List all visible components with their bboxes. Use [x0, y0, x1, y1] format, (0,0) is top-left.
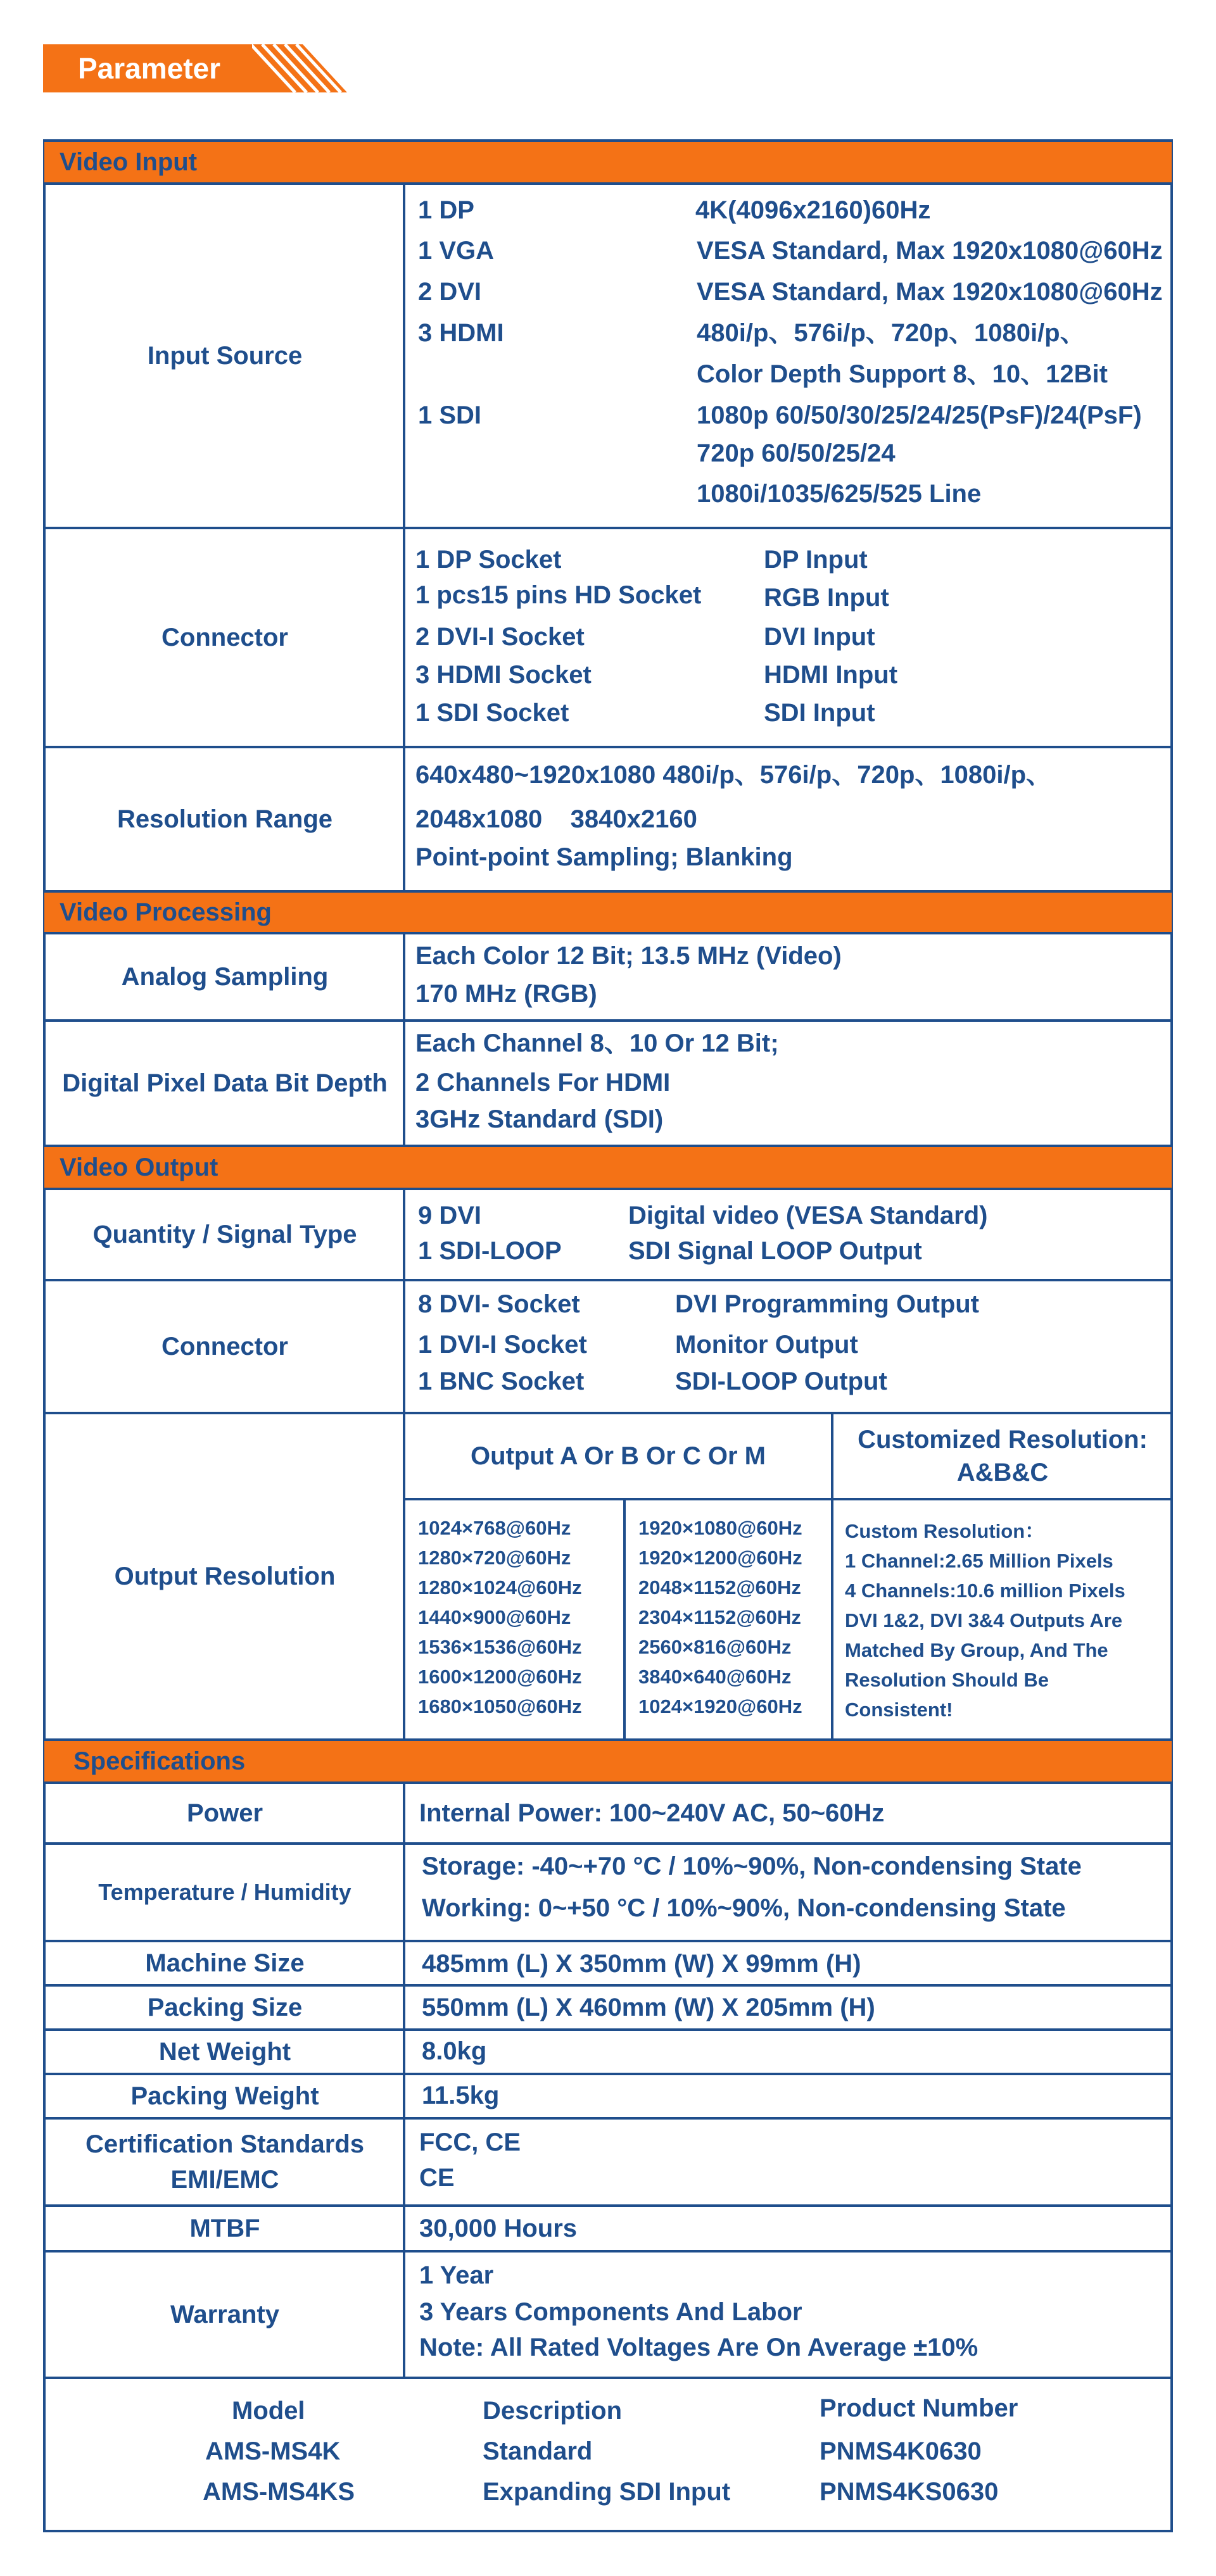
packing-weight-value: 11.5kg: [422, 2082, 500, 2109]
analog-line: 170 MHz (RGB): [415, 980, 597, 1008]
label-quantity-signal: Quantity / Signal Type: [92, 1221, 357, 1248]
model-pn: PNMS4K0630: [820, 2437, 982, 2465]
power-value: Internal Power: 100~240V AC, 50~60Hz: [419, 1799, 885, 1827]
machine-size-value: 485mm (L) X 350mm (W) X 99mm (H): [422, 1950, 861, 1978]
res-item: 1280×1024@60Hz: [418, 1576, 582, 1599]
connector-type: RGB Input: [764, 584, 889, 612]
warranty-line: 3 Years Components And Labor: [419, 2298, 802, 2326]
column-divider: [403, 1784, 405, 2377]
signal-count: 1 SDI-LOOP: [418, 1237, 562, 1265]
depth-line: 3GHz Standard (SDI): [415, 1105, 664, 1133]
section-video-output: Video Output: [44, 1145, 1172, 1190]
res-item: 2304×1152@60Hz: [638, 1606, 801, 1628]
input-spec: 4K(4096x2160)60Hz: [695, 196, 931, 224]
input-port: 1 DP: [418, 196, 474, 224]
model-pn: PNMS4KS0630: [820, 2478, 999, 2506]
output-header-right: [833, 1423, 1172, 1489]
input-spec: VESA Standard, Max 1920x1080@60Hz: [697, 278, 1163, 306]
res-item: 1024×768@60Hz: [418, 1517, 571, 1539]
warranty-line: 1 Year: [419, 2261, 494, 2289]
custom-line: Custom Resolution：: [845, 1520, 1045, 1542]
input-port: 3 HDMI: [418, 319, 504, 347]
certification-label-line: Certification Standards: [85, 2130, 365, 2158]
model-desc: Expanding SDI Input: [483, 2478, 731, 2506]
custom-line: Consistent!: [845, 1699, 953, 1721]
out-desc: Monitor Output: [675, 1331, 858, 1359]
connector-socket: 1 DP Socket: [415, 546, 562, 574]
connector-socket: 1 pcs15 pins HD Socket: [415, 581, 702, 609]
mtbf-value: 30,000 Hours: [419, 2215, 578, 2242]
res-item: 1600×1200@60Hz: [418, 1666, 582, 1688]
res-item: 2048×1152@60Hz: [638, 1576, 801, 1599]
column-divider: [403, 185, 405, 890]
column-divider: [403, 1190, 405, 1738]
custom-line: Resolution Should Be: [845, 1669, 1049, 1691]
label-analog-sampling: Analog Sampling: [121, 963, 329, 991]
column-divider: [623, 1500, 626, 1738]
res-item: 1280×720@60Hz: [418, 1547, 571, 1569]
model-header: Product Number: [820, 2394, 1018, 2422]
connector-type: SDI Input: [764, 699, 875, 727]
net-weight-value: 8.0kg: [422, 2037, 487, 2065]
input-spec: VESA Standard, Max 1920x1080@60Hz: [697, 237, 1163, 265]
depth-line: Each Channel 8、10 Or 12 Bit;: [415, 1029, 779, 1057]
out-socket: 1 BNC Socket: [418, 1367, 585, 1395]
temperature-line: Working: 0~+50 °C / 10%~90%, Non-condensing State: [422, 1894, 1066, 1922]
temperature-line: Storage: -40~+70 °C / 10%~90%, Non-condensing State: [422, 1852, 1082, 1880]
label-warranty: Warranty: [170, 2301, 279, 2328]
label-machine-size: Machine Size: [145, 1949, 305, 1977]
label-digital-depth: Digital Pixel Data Bit Depth: [62, 1069, 388, 1097]
input-spec: 480i/p、576i/p、720p、1080i/p、: [697, 319, 1086, 347]
packing-size-value: 550mm (L) X 460mm (W) X 205mm (H): [422, 1994, 875, 2021]
res-item: 2560×816@60Hz: [638, 1636, 792, 1658]
out-socket: 1 DVI-I Socket: [418, 1331, 587, 1359]
model-table: [44, 2379, 1172, 2530]
section-video-processing: Video Processing: [44, 890, 1172, 934]
model-header: Model: [232, 2397, 305, 2425]
column-divider: [403, 934, 405, 1145]
out-desc: SDI-LOOP Output: [675, 1367, 887, 1395]
connector-type: DP Input: [764, 546, 868, 574]
section-specifications: Specifications: [44, 1738, 1172, 1784]
input-port: 1 VGA: [418, 237, 495, 265]
model-desc: Standard: [483, 2437, 593, 2465]
connector-type: DVI Input: [764, 623, 875, 651]
res-item: 3840×640@60Hz: [638, 1666, 792, 1688]
connector-socket: 3 HDMI Socket: [415, 661, 592, 689]
label-mtbf: MTBF: [189, 2215, 260, 2242]
res-item: 1920×1080@60Hz: [638, 1517, 802, 1539]
certification-line: FCC, CE: [419, 2128, 521, 2156]
output-header-right-line: A&B&C: [956, 1459, 1049, 1486]
input-spec: 1080i/1035/625/525 Line: [697, 480, 982, 508]
input-spec: 1080p 60/50/30/25/24/25(PsF)/24(PsF): [697, 401, 1142, 429]
page-title: Parameter: [78, 52, 221, 85]
model-name: AMS-MS4KS: [203, 2478, 355, 2506]
section-video-input: Video Input: [44, 139, 1172, 185]
custom-line: 1 Channel:2.65 Million Pixels: [845, 1550, 1113, 1572]
input-spec: Color Depth Support 8、10、12Bit: [697, 360, 1108, 388]
custom-line: DVI 1&2, DVI 3&4 Outputs Are: [845, 1609, 1123, 1631]
output-header-left: Output A Or B Or C Or M: [471, 1442, 766, 1470]
model-name: AMS-MS4K: [205, 2437, 341, 2465]
certification-line: CE: [419, 2164, 455, 2192]
input-spec: 720p 60/50/25/24: [697, 439, 896, 467]
connector-socket: 2 DVI-I Socket: [415, 623, 585, 651]
depth-line: 2 Channels For HDMI: [415, 1069, 671, 1096]
resolution-line: 2048x1080 3840x2160: [415, 805, 697, 833]
res-item: 1024×1920@60Hz: [638, 1695, 802, 1718]
model-header: Description: [483, 2397, 623, 2425]
connector-type: HDMI Input: [764, 661, 898, 689]
warranty-line: Note: All Rated Voltages Are On Average ±10%: [419, 2334, 978, 2361]
output-header-right-line: Customized Resolution:: [858, 1426, 1148, 1454]
res-item: 1536×1536@60Hz: [418, 1636, 582, 1658]
output-header-divider: [405, 1498, 1172, 1500]
signal-desc: SDI Signal LOOP Output: [628, 1237, 922, 1265]
column-divider: [831, 1414, 833, 1738]
input-port: 1 SDI: [418, 401, 482, 429]
label-net-weight: Net Weight: [158, 2038, 291, 2066]
analog-line: Each Color 12 Bit; 13.5 MHz (Video): [415, 942, 842, 970]
out-socket: 8 DVI- Socket: [418, 1290, 580, 1318]
label-resolution-range: Resolution Range: [117, 805, 333, 833]
label-packing-size: Packing Size: [147, 1994, 303, 2021]
certification-label-line: EMI/EMC: [170, 2166, 279, 2194]
label-power: Power: [186, 1799, 263, 1827]
resolution-line: 640x480~1920x1080 480i/p、576i/p、720p、1080i/p、: [415, 761, 1052, 789]
out-desc: DVI Programming Output: [675, 1290, 979, 1318]
signal-count: 9 DVI: [418, 1202, 482, 1229]
res-item: 1920×1200@60Hz: [638, 1547, 802, 1569]
res-item: 1440×900@60Hz: [418, 1606, 571, 1628]
custom-line: 4 Channels:10.6 million Pixels: [845, 1580, 1125, 1602]
label-input-source: Input Source: [147, 342, 303, 370]
res-item: 1680×1050@60Hz: [418, 1695, 582, 1718]
connector-socket: 1 SDI Socket: [415, 699, 569, 727]
label-connector-in: Connector: [162, 624, 288, 651]
input-port: 2 DVI: [418, 278, 482, 306]
parameter-header: [43, 44, 347, 92]
custom-line: Matched By Group, And The: [845, 1639, 1108, 1661]
label-output-resolution: Output Resolution: [114, 1562, 336, 1590]
resolution-line: Point-point Sampling; Blanking: [415, 843, 793, 871]
label-packing-weight: Packing Weight: [130, 2082, 319, 2110]
signal-desc: Digital video (VESA Standard): [628, 1202, 988, 1229]
label-connector-out: Connector: [162, 1333, 288, 1360]
label-certification: [44, 2120, 405, 2204]
label-temperature: Temperature / Humidity: [98, 1879, 352, 1905]
